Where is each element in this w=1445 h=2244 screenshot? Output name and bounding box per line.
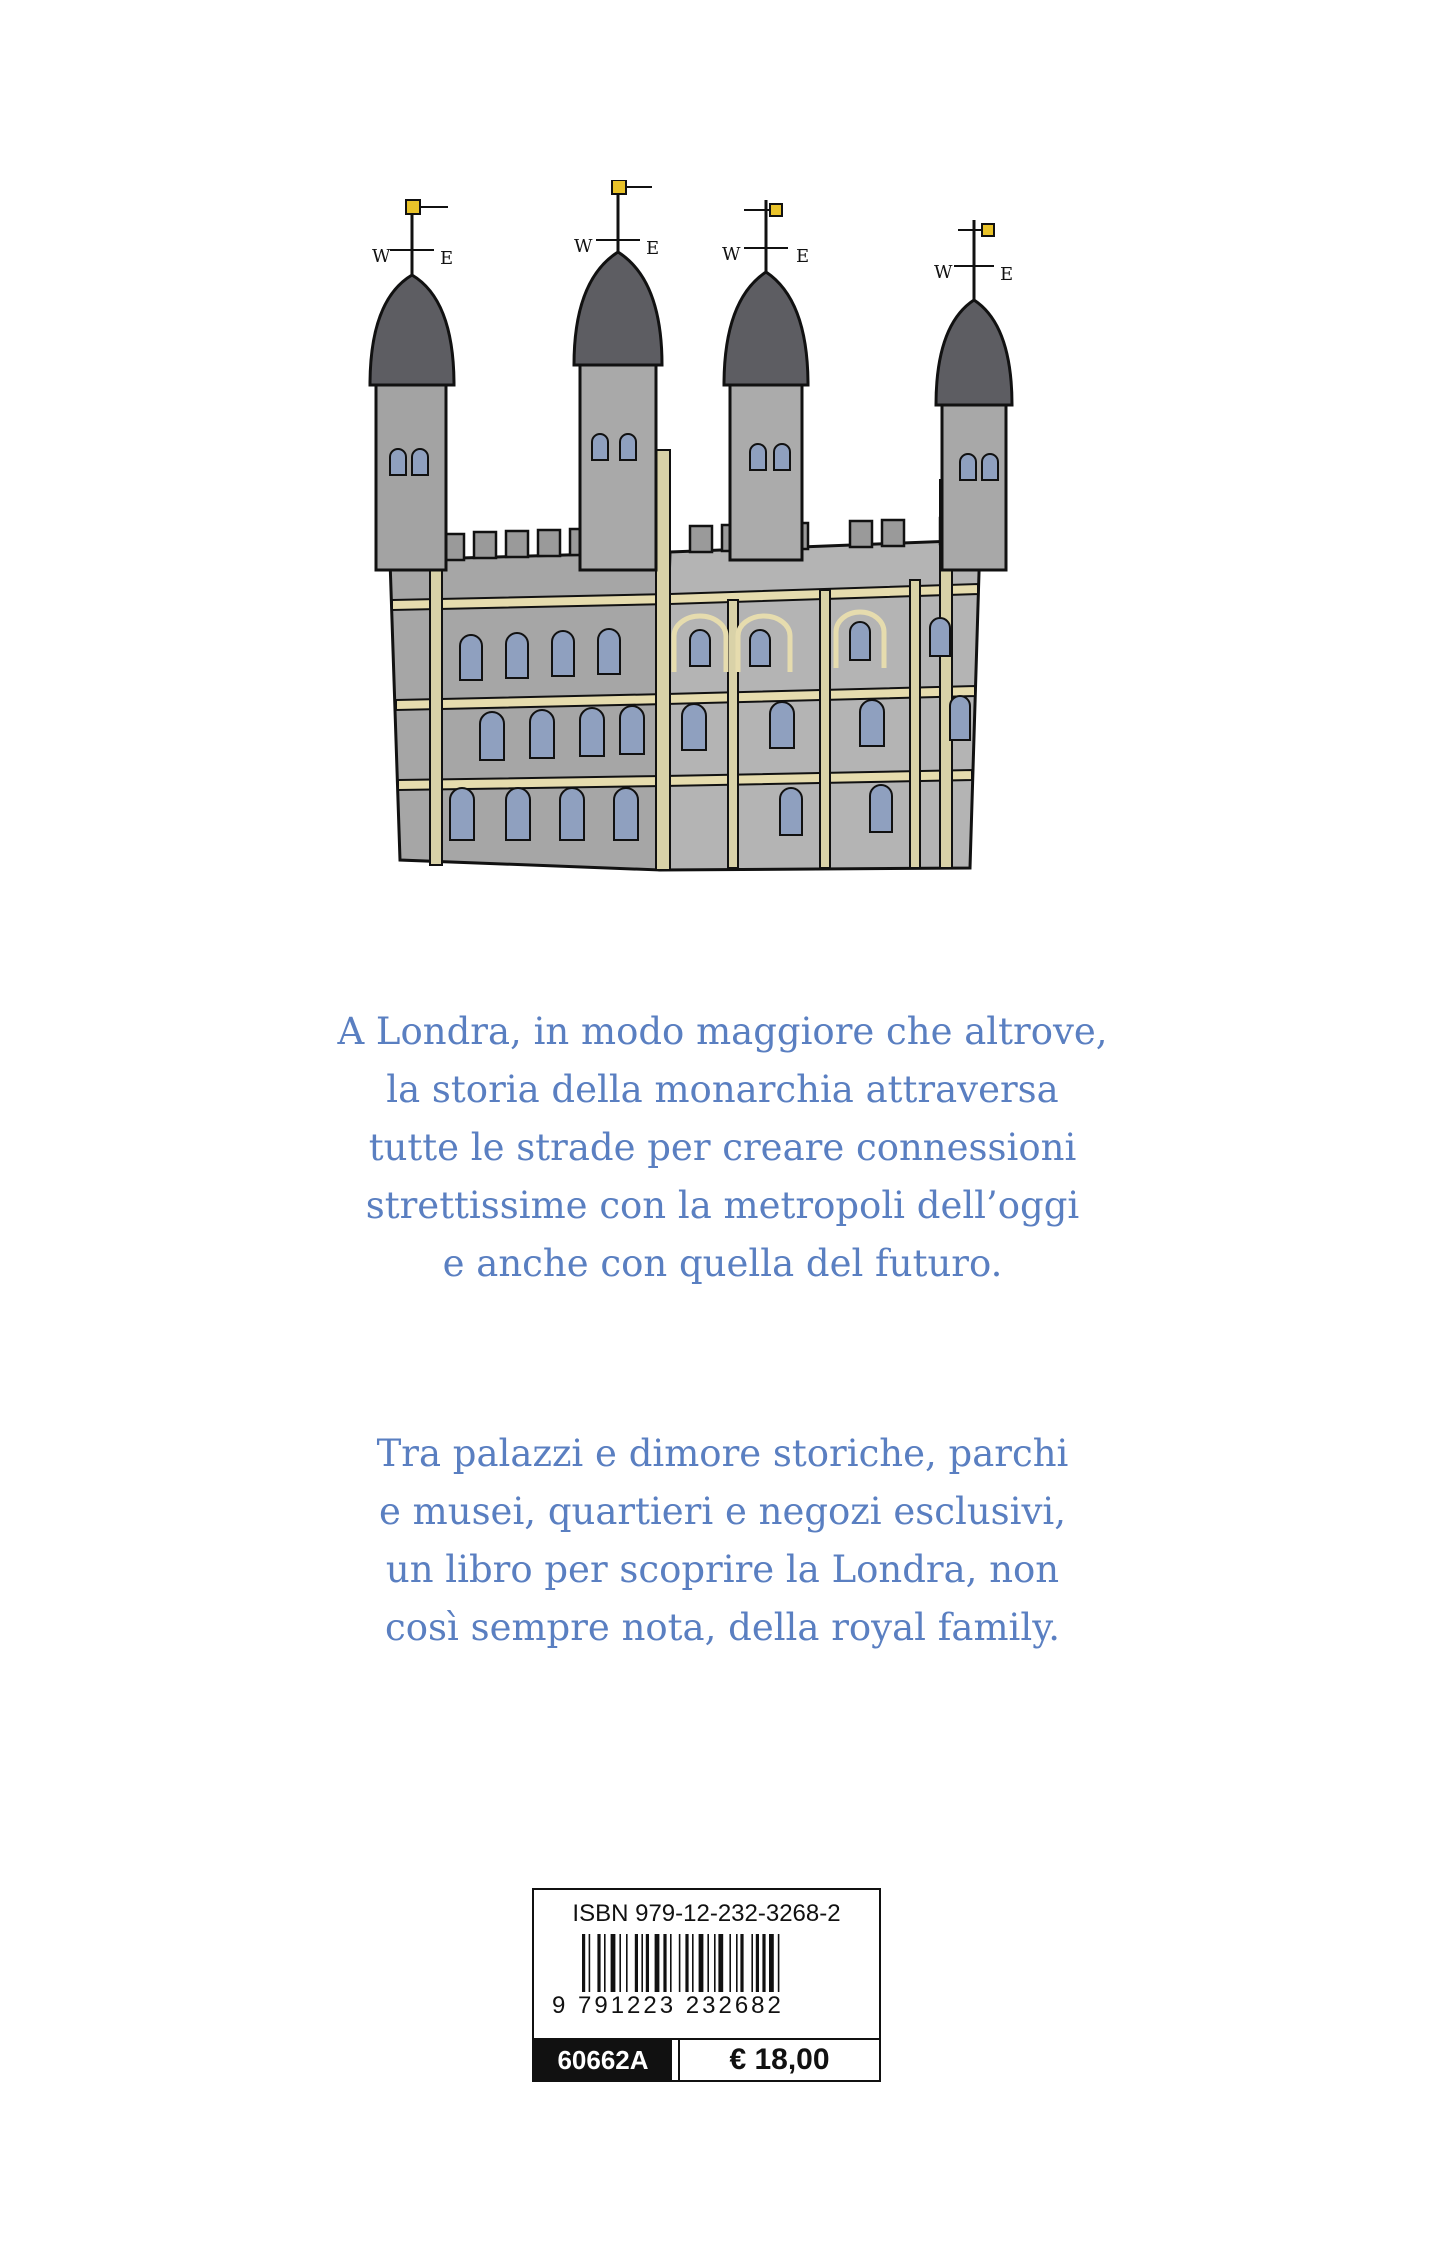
- barcode-bar: [589, 1934, 591, 1992]
- blurb-line: e anche con quella del futuro.: [442, 1242, 1003, 1285]
- barcode-bar: [707, 1934, 709, 1992]
- barcode-bar: [626, 1934, 628, 1992]
- barcode-bar: [663, 1934, 666, 1992]
- barcode-bar: [692, 1934, 694, 1992]
- blurb-line: così sempre nota, della royal family.: [385, 1606, 1060, 1649]
- barcode-box: [532, 1888, 881, 2082]
- barcode-bar: [714, 1934, 716, 1992]
- svg-text:E: E: [440, 248, 454, 269]
- barcode-bar: [597, 1934, 600, 1992]
- barcode-bar: [582, 1934, 585, 1992]
- barcode-bar: [646, 1934, 649, 1992]
- svg-text:W: W: [574, 236, 593, 257]
- barcode-bar: [611, 1934, 616, 1992]
- blurb-line: e musei, quartieri e negozi esclusivi,: [379, 1490, 1066, 1533]
- barcode-bar: [729, 1934, 731, 1992]
- price-label: € 18,00: [678, 2040, 879, 2080]
- castle-illustration: [330, 180, 1070, 900]
- barcode-bar: [778, 1934, 780, 1992]
- barcode-bar: [756, 1934, 759, 1992]
- barcode-bar: [619, 1934, 621, 1992]
- barcode-bar: [762, 1934, 765, 1992]
- barcode-bars: [582, 1934, 842, 1992]
- blurb-line: la storia della monarchia attraversa: [386, 1068, 1059, 1111]
- barcode-bar: [740, 1934, 743, 1992]
- barcode-bar: [736, 1934, 738, 1992]
- blurb-paragraph-1: [0, 1003, 1445, 1293]
- svg-text:W: W: [722, 244, 741, 265]
- barcode-bar: [718, 1934, 723, 1992]
- svg-text:E: E: [1000, 264, 1014, 285]
- blurb-line: A Londra, in modo maggiore che altrove,: [337, 1010, 1108, 1053]
- barcode-bar: [685, 1934, 688, 1992]
- barcode-bar: [751, 1934, 753, 1992]
- barcode-footer: [534, 2038, 879, 2080]
- svg-text:W: W: [372, 246, 391, 267]
- blurb-line: Tra palazzi e dimore storiche, parchi: [376, 1432, 1069, 1475]
- barcode-bar: [769, 1934, 774, 1992]
- barcode-bar: [670, 1934, 672, 1992]
- barcode-bar: [699, 1934, 704, 1992]
- svg-text:E: E: [646, 238, 660, 259]
- svg-text:W: W: [934, 262, 953, 283]
- product-code: 60662A: [534, 2040, 672, 2080]
- blurb-line: strettissime con la metropoli dell’oggi: [365, 1184, 1080, 1227]
- barcode-bar: [604, 1934, 606, 1992]
- barcode-bar: [635, 1934, 638, 1992]
- barcode-bar: [641, 1934, 643, 1992]
- blurb-line: tutte le strade per creare connessioni: [368, 1126, 1077, 1169]
- barcode-bar: [679, 1934, 681, 1992]
- svg-text:E: E: [796, 246, 810, 267]
- isbn-label: ISBN 979-12-232-3268-2: [572, 1900, 841, 1927]
- barcode-bar: [655, 1934, 660, 1992]
- blurb-line: un libro per scoprire la Londra, non: [385, 1548, 1060, 1591]
- blurb-paragraph-2: [0, 1425, 1445, 1657]
- barcode-digits: 9 791223 232682: [552, 1992, 784, 2019]
